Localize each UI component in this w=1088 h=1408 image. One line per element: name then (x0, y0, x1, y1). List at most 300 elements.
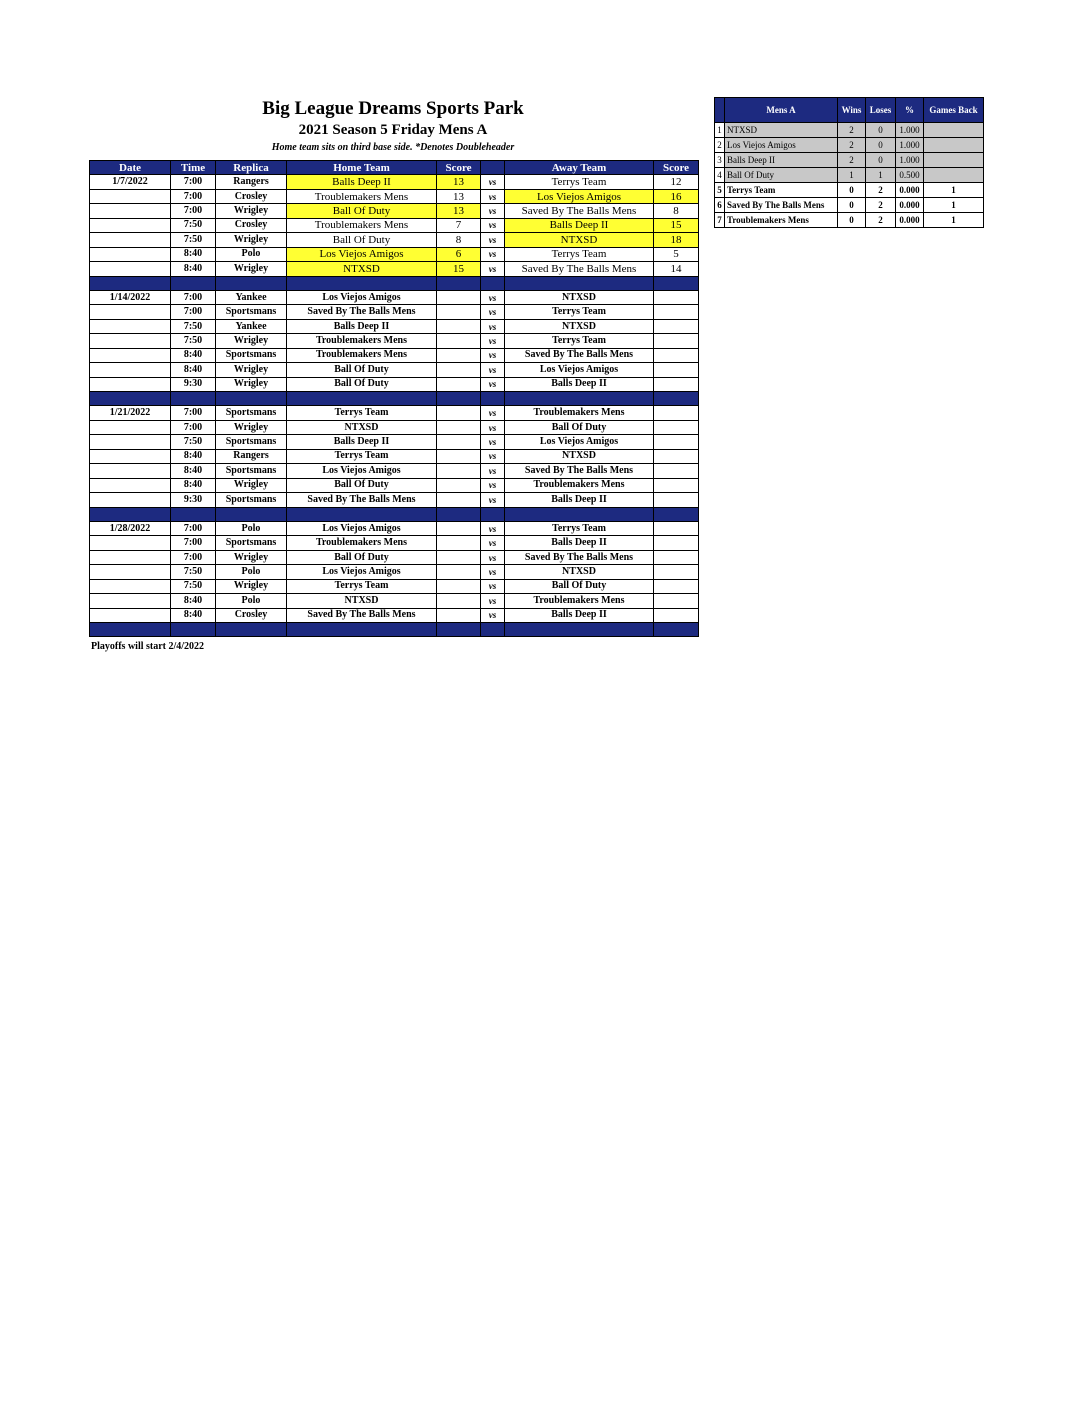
game-time: 7:50 (171, 319, 216, 333)
home-score (437, 594, 481, 608)
away-score (654, 536, 699, 550)
team-pct: 1.000 (896, 123, 924, 138)
team-name: Terrys Team (725, 183, 838, 198)
week-separator-row (90, 392, 699, 406)
vs-label: vs (481, 594, 505, 608)
game-date (90, 565, 171, 579)
team-wins: 0 (838, 198, 866, 213)
team-loses: 1 (866, 168, 896, 183)
home-team: Los Viejos Amigos (287, 565, 437, 579)
away-score (654, 521, 699, 535)
game-time: 7:00 (171, 521, 216, 535)
table-row (90, 464, 699, 478)
team-games-back (924, 138, 984, 153)
separator-cell (505, 507, 654, 521)
away-score (654, 305, 699, 319)
separator-cell (437, 507, 481, 521)
game-field: Rangers (216, 449, 287, 463)
col-division: Mens A (725, 98, 838, 123)
col-pct: % (896, 98, 924, 123)
table-row (90, 550, 699, 564)
vs-label: vs (481, 262, 505, 276)
game-date (90, 247, 171, 261)
separator-cell (171, 623, 216, 637)
game-field: Wrigley (216, 262, 287, 276)
separator-cell (90, 392, 171, 406)
vs-label: vs (481, 420, 505, 434)
home-team: Troublemakers Mens (287, 189, 437, 203)
table-row (90, 478, 699, 492)
team-rank: 4 (715, 168, 725, 183)
game-field: Sportsmans (216, 464, 287, 478)
separator-cell (481, 507, 505, 521)
home-score (437, 478, 481, 492)
vs-label: vs (481, 493, 505, 507)
vs-label: vs (481, 521, 505, 535)
game-time: 7:00 (171, 290, 216, 304)
home-score: 6 (437, 247, 481, 261)
away-score (654, 348, 699, 362)
game-time: 7:50 (171, 334, 216, 348)
away-team: Ball Of Duty (505, 579, 654, 593)
away-team: Balls Deep II (505, 377, 654, 391)
team-name: Los Viejos Amigos (725, 138, 838, 153)
table-row (90, 608, 699, 622)
col-vs (481, 161, 505, 175)
away-team: Balls Deep II (505, 218, 654, 232)
game-time: 7:50 (171, 435, 216, 449)
home-team: Balls Deep II (287, 175, 437, 189)
away-score (654, 420, 699, 434)
home-score (437, 377, 481, 391)
away-team: NTXSD (505, 565, 654, 579)
game-field: Polo (216, 521, 287, 535)
col-home-score: Score (437, 161, 481, 175)
table-row (90, 493, 699, 507)
game-field: Polo (216, 594, 287, 608)
separator-cell (481, 392, 505, 406)
game-date (90, 189, 171, 203)
table-row (90, 218, 699, 232)
home-score (437, 334, 481, 348)
game-field: Polo (216, 565, 287, 579)
away-team: Saved By The Balls Mens (505, 204, 654, 218)
standings-body (715, 123, 984, 228)
vs-label: vs (481, 464, 505, 478)
game-date (90, 377, 171, 391)
game-field: Yankee (216, 319, 287, 333)
home-team: Balls Deep II (287, 319, 437, 333)
team-pct: 0.000 (896, 183, 924, 198)
vs-label: vs (481, 579, 505, 593)
separator-cell (481, 276, 505, 290)
game-time: 8:40 (171, 449, 216, 463)
vs-label: vs (481, 550, 505, 564)
home-team: Ball Of Duty (287, 233, 437, 247)
game-date (90, 579, 171, 593)
vs-label: vs (481, 189, 505, 203)
team-loses: 0 (866, 153, 896, 168)
away-score (654, 334, 699, 348)
game-time: 8:40 (171, 247, 216, 261)
vs-label: vs (481, 233, 505, 247)
game-date (90, 493, 171, 507)
vs-label: vs (481, 363, 505, 377)
away-score (654, 464, 699, 478)
team-wins: 0 (838, 183, 866, 198)
away-score: 14 (654, 262, 699, 276)
game-time: 8:40 (171, 348, 216, 362)
standings-table (714, 97, 984, 228)
home-score (437, 406, 481, 420)
away-score (654, 608, 699, 622)
col-games-back: Games Back (924, 98, 984, 123)
game-time: 8:40 (171, 363, 216, 377)
game-date: 1/7/2022 (90, 175, 171, 189)
home-team: Los Viejos Amigos (287, 290, 437, 304)
team-loses: 2 (866, 198, 896, 213)
away-score (654, 363, 699, 377)
home-team: Saved By The Balls Mens (287, 608, 437, 622)
table-row (90, 449, 699, 463)
home-team: Troublemakers Mens (287, 218, 437, 232)
game-time: 7:00 (171, 406, 216, 420)
table-row (90, 290, 699, 304)
separator-cell (437, 392, 481, 406)
game-field: Wrigley (216, 204, 287, 218)
table-row (90, 363, 699, 377)
vs-label: vs (481, 334, 505, 348)
game-time: 7:00 (171, 189, 216, 203)
team-games-back: 1 (924, 213, 984, 228)
team-games-back: 1 (924, 183, 984, 198)
home-score: 8 (437, 233, 481, 247)
vs-label: vs (481, 319, 505, 333)
away-score: 18 (654, 233, 699, 247)
team-loses: 0 (866, 123, 896, 138)
table-row (90, 334, 699, 348)
home-score: 7 (437, 218, 481, 232)
game-date (90, 594, 171, 608)
game-date (90, 218, 171, 232)
away-team: Balls Deep II (505, 536, 654, 550)
game-field: Sportsmans (216, 435, 287, 449)
home-team: NTXSD (287, 262, 437, 276)
away-team: Saved By The Balls Mens (505, 550, 654, 564)
home-team: Saved By The Balls Mens (287, 305, 437, 319)
separator-cell (654, 507, 699, 521)
separator-cell (654, 276, 699, 290)
separator-cell (287, 623, 437, 637)
schedule-header-row (90, 161, 699, 175)
game-date (90, 233, 171, 247)
away-team: Ball Of Duty (505, 420, 654, 434)
game-time: 9:30 (171, 377, 216, 391)
schedule-table (89, 160, 699, 637)
away-team: Saved By The Balls Mens (505, 464, 654, 478)
vs-label: vs (481, 290, 505, 304)
away-team: Terrys Team (505, 521, 654, 535)
standings-row (715, 183, 984, 198)
col-away-score: Score (654, 161, 699, 175)
away-score: 16 (654, 189, 699, 203)
team-loses: 2 (866, 183, 896, 198)
game-date (90, 478, 171, 492)
game-field: Yankee (216, 290, 287, 304)
away-score (654, 290, 699, 304)
col-wins: Wins (838, 98, 866, 123)
week-separator-row (90, 507, 699, 521)
home-team: Los Viejos Amigos (287, 464, 437, 478)
away-score (654, 579, 699, 593)
home-team: Saved By The Balls Mens (287, 493, 437, 507)
table-row (90, 579, 699, 593)
game-date (90, 550, 171, 564)
table-row (90, 189, 699, 203)
vs-label: vs (481, 204, 505, 218)
table-row (90, 377, 699, 391)
standings-row (715, 213, 984, 228)
game-field: Wrigley (216, 420, 287, 434)
page-title: Big League Dreams Sports Park (262, 98, 524, 119)
team-name: Saved By The Balls Mens (725, 198, 838, 213)
team-pct: 0.000 (896, 213, 924, 228)
away-team: Balls Deep II (505, 493, 654, 507)
table-row (90, 262, 699, 276)
away-team: Los Viejos Amigos (505, 435, 654, 449)
game-date (90, 363, 171, 377)
away-team: Terrys Team (505, 305, 654, 319)
game-time: 8:40 (171, 608, 216, 622)
col-away-team: Away Team (505, 161, 654, 175)
home-team: Balls Deep II (287, 435, 437, 449)
team-rank: 3 (715, 153, 725, 168)
vs-label: vs (481, 247, 505, 261)
home-score (437, 420, 481, 434)
away-team: Terrys Team (505, 175, 654, 189)
home-score (437, 435, 481, 449)
away-score (654, 377, 699, 391)
separator-cell (437, 276, 481, 290)
home-team: NTXSD (287, 420, 437, 434)
vs-label: vs (481, 305, 505, 319)
vs-label: vs (481, 348, 505, 362)
away-score: 12 (654, 175, 699, 189)
separator-cell (287, 276, 437, 290)
game-field: Wrigley (216, 233, 287, 247)
col-rank (715, 98, 725, 123)
col-time: Time (171, 161, 216, 175)
home-team: Ball Of Duty (287, 478, 437, 492)
week-separator-row (90, 623, 699, 637)
page-subtitle: 2021 Season 5 Friday Mens A (298, 122, 488, 138)
game-time: 8:40 (171, 594, 216, 608)
week-separator-row (90, 276, 699, 290)
home-score (437, 608, 481, 622)
team-pct: 0.500 (896, 168, 924, 183)
game-time: 9:30 (171, 493, 216, 507)
home-team: NTXSD (287, 594, 437, 608)
separator-cell (287, 507, 437, 521)
home-team: Troublemakers Mens (287, 348, 437, 362)
game-date (90, 348, 171, 362)
separator-cell (287, 392, 437, 406)
team-rank: 2 (715, 138, 725, 153)
game-field: Wrigley (216, 579, 287, 593)
team-name: NTXSD (725, 123, 838, 138)
game-time: 7:00 (171, 305, 216, 319)
team-games-back (924, 153, 984, 168)
away-team: Los Viejos Amigos (505, 363, 654, 377)
table-row (90, 319, 699, 333)
separator-cell (654, 392, 699, 406)
vs-label: vs (481, 377, 505, 391)
separator-cell (90, 623, 171, 637)
game-field: Sportsmans (216, 406, 287, 420)
team-wins: 0 (838, 213, 866, 228)
vs-label: vs (481, 608, 505, 622)
home-score (437, 493, 481, 507)
game-time: 7:00 (171, 175, 216, 189)
game-date: 1/21/2022 (90, 406, 171, 420)
game-time: 8:40 (171, 478, 216, 492)
away-score (654, 319, 699, 333)
table-row (90, 204, 699, 218)
game-date (90, 262, 171, 276)
vs-label: vs (481, 175, 505, 189)
home-score (437, 521, 481, 535)
separator-cell (216, 507, 287, 521)
game-date (90, 334, 171, 348)
game-time: 7:50 (171, 565, 216, 579)
game-time: 7:00 (171, 204, 216, 218)
home-team: Troublemakers Mens (287, 334, 437, 348)
away-team: NTXSD (505, 449, 654, 463)
vs-label: vs (481, 218, 505, 232)
away-score (654, 594, 699, 608)
separator-cell (505, 276, 654, 290)
team-name: Troublemakers Mens (725, 213, 838, 228)
home-team: Ball Of Duty (287, 377, 437, 391)
home-team: Los Viejos Amigos (287, 521, 437, 535)
standings-row (715, 168, 984, 183)
table-row (90, 233, 699, 247)
vs-label: vs (481, 478, 505, 492)
team-loses: 0 (866, 138, 896, 153)
game-field: Sportsmans (216, 493, 287, 507)
team-wins: 2 (838, 138, 866, 153)
table-row (90, 521, 699, 535)
team-loses: 2 (866, 213, 896, 228)
home-score (437, 363, 481, 377)
away-team: Terrys Team (505, 334, 654, 348)
game-field: Wrigley (216, 377, 287, 391)
team-wins: 1 (838, 168, 866, 183)
game-date (90, 305, 171, 319)
game-field: Crosley (216, 218, 287, 232)
home-score (437, 464, 481, 478)
game-time: 7:00 (171, 536, 216, 550)
away-score (654, 449, 699, 463)
table-row (90, 406, 699, 420)
game-time: 7:00 (171, 550, 216, 564)
away-team: Troublemakers Mens (505, 594, 654, 608)
col-loses: Loses (866, 98, 896, 123)
table-row (90, 175, 699, 189)
home-team: Terrys Team (287, 406, 437, 420)
game-date (90, 319, 171, 333)
away-team: Troublemakers Mens (505, 478, 654, 492)
game-date (90, 464, 171, 478)
separator-cell (171, 392, 216, 406)
team-rank: 5 (715, 183, 725, 198)
separator-cell (90, 507, 171, 521)
vs-label: vs (481, 406, 505, 420)
team-games-back (924, 168, 984, 183)
game-date (90, 449, 171, 463)
away-team: NTXSD (505, 319, 654, 333)
game-field: Crosley (216, 189, 287, 203)
table-row (90, 247, 699, 261)
home-score: 13 (437, 189, 481, 203)
separator-cell (481, 623, 505, 637)
game-field: Wrigley (216, 363, 287, 377)
standings-row (715, 138, 984, 153)
away-team: Saved By The Balls Mens (505, 262, 654, 276)
game-field: Crosley (216, 608, 287, 622)
home-score (437, 449, 481, 463)
game-time: 8:40 (171, 262, 216, 276)
game-time: 7:50 (171, 233, 216, 247)
home-score (437, 290, 481, 304)
away-score: 15 (654, 218, 699, 232)
home-score (437, 536, 481, 550)
separator-cell (171, 276, 216, 290)
schedule-body (90, 175, 699, 637)
col-home-team: Home Team (287, 161, 437, 175)
game-date (90, 204, 171, 218)
team-wins: 2 (838, 153, 866, 168)
table-row (90, 594, 699, 608)
team-rank: 7 (715, 213, 725, 228)
home-team-note: Home team sits on third base side. *Denotes Doubleheader (271, 142, 515, 153)
vs-label: vs (481, 449, 505, 463)
team-wins: 2 (838, 123, 866, 138)
home-team: Ball Of Duty (287, 204, 437, 218)
table-row (90, 305, 699, 319)
away-score (654, 478, 699, 492)
game-field: Wrigley (216, 334, 287, 348)
table-row (90, 435, 699, 449)
table-row (90, 565, 699, 579)
away-team: Terrys Team (505, 247, 654, 261)
game-field: Polo (216, 247, 287, 261)
game-date (90, 435, 171, 449)
game-field: Sportsmans (216, 305, 287, 319)
home-score (437, 579, 481, 593)
vs-label: vs (481, 435, 505, 449)
vs-label: vs (481, 565, 505, 579)
team-rank: 1 (715, 123, 725, 138)
away-score (654, 565, 699, 579)
away-score (654, 435, 699, 449)
standings-row (715, 198, 984, 213)
separator-cell (171, 507, 216, 521)
home-score (437, 550, 481, 564)
home-score: 13 (437, 204, 481, 218)
home-score (437, 319, 481, 333)
home-score: 15 (437, 262, 481, 276)
